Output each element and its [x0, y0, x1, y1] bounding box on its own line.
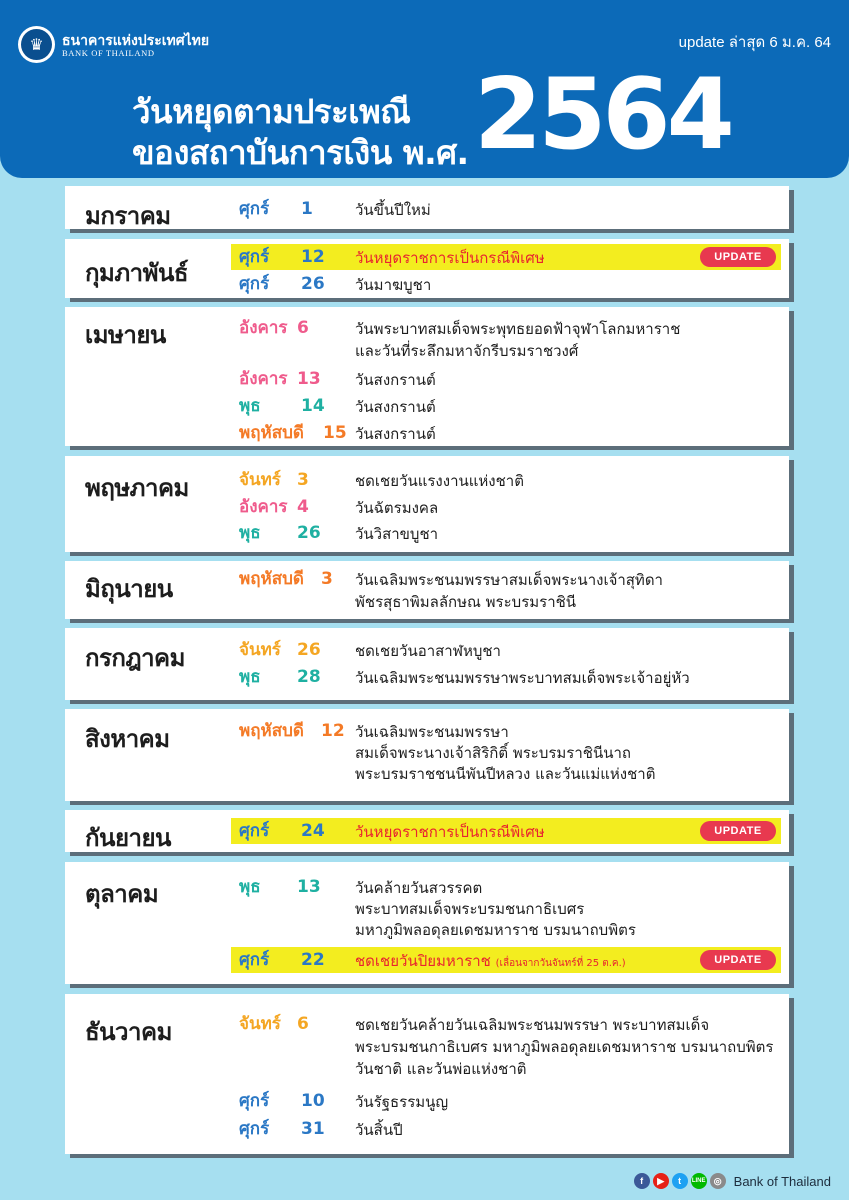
holiday-description: ชดเชยวันอาสาฬหบูชา — [355, 642, 501, 660]
holiday-description: วันสงกรานต์ — [355, 398, 436, 416]
month-card-may — [65, 456, 789, 552]
weekday: พฤหัสบดี — [239, 569, 304, 589]
month-name: มกราคม — [85, 202, 171, 230]
holiday-description: วันเฉลิมพระชนมพรรษาพระบาทสมเด็จพระเจ้าอยู่หัว — [355, 669, 690, 687]
holiday-description: วันสงกรานต์ — [355, 425, 436, 443]
title-line-1: วันหยุดตามประเพณี — [132, 92, 411, 131]
date: 26 — [297, 640, 321, 660]
line-icon[interactable]: LINE — [691, 1173, 707, 1189]
weekday: อังคาร — [239, 497, 288, 517]
weekday: จันทร์ — [239, 470, 281, 490]
bank-name-thai: ธนาคารแห่งประเทศไทย — [62, 32, 210, 48]
month-card-february — [65, 239, 789, 298]
date: 12 — [321, 721, 345, 741]
holiday-description — [355, 954, 626, 969]
weekday: ศุกร์ — [239, 199, 270, 219]
date: 13 — [297, 877, 321, 897]
date: 13 — [297, 369, 321, 389]
facebook-icon[interactable]: f — [634, 1173, 650, 1189]
weekday: ศุกร์ — [239, 274, 270, 294]
date: 4 — [297, 497, 309, 517]
month-name: กันยายน — [85, 824, 171, 852]
holiday-description-line: พระบรมชนกาธิเบศร มหาภูมิพลอดุลยเดชมหาราช บรมนาถบพิตร — [355, 1038, 774, 1056]
bank-logo — [18, 26, 55, 63]
date: 6 — [297, 318, 309, 338]
holiday-description-line: และวันที่ระลึกมหาจักรีบรมราชวงศ์ — [355, 342, 579, 360]
update-badge: UPDATE — [700, 950, 776, 970]
holiday-description: วันมาฆบูชา — [355, 276, 432, 294]
month-card-september — [65, 810, 789, 852]
holiday-description: วันขึ้นปีใหม่ — [355, 201, 431, 219]
year-title: 2564 — [474, 58, 731, 172]
month-name: เมษายน — [85, 321, 166, 349]
date: 31 — [301, 1119, 325, 1139]
month-card-june — [65, 561, 789, 619]
date: 3 — [321, 569, 333, 589]
date: 14 — [301, 396, 325, 416]
holiday-description: วันสงกรานต์ — [355, 371, 436, 389]
holiday-description-line: วันคล้ายวันสวรรคต — [355, 879, 483, 897]
date: 1 — [301, 199, 313, 219]
web-icon[interactable]: ◎ — [710, 1173, 726, 1189]
holiday-description-line: วันเฉลิมพระชนมพรรษา — [355, 723, 509, 741]
weekday: พุธ — [239, 523, 261, 543]
weekday: จันทร์ — [239, 640, 281, 660]
month-card-october — [65, 862, 789, 984]
month-name: กุมภาพันธ์ — [85, 259, 189, 287]
holiday-name: ชดเชยวันปิยมหาราช — [355, 952, 491, 970]
month-card-january — [65, 186, 789, 229]
twitter-icon[interactable]: t — [672, 1173, 688, 1189]
footer-social — [634, 1172, 831, 1190]
holiday-description: วันวิสาขบูชา — [355, 525, 439, 543]
holiday-description-line: วันเฉลิมพระชนมพรรษาสมเด็จพระนางเจ้าสุทิดา — [355, 571, 663, 589]
month-name: ธันวาคม — [85, 1018, 172, 1046]
weekday: พุธ — [239, 396, 261, 416]
holiday-description-line: ชดเชยวันคล้ายวันเฉลิมพระชนมพรรษา พระบาทสมเด็จ — [355, 1016, 710, 1034]
month-card-july — [65, 628, 789, 700]
weekday: พฤหัสบดี — [239, 721, 304, 741]
holiday-note: (เลื่อนจากวันจันทร์ที่ 25 ต.ค.) — [495, 958, 626, 969]
date: 28 — [297, 667, 321, 687]
holiday-description-line: พระบรมราชชนนีพันปีหลวง และวันแม่แห่งชาติ — [355, 765, 656, 783]
weekday: อังคาร — [239, 369, 288, 389]
holiday-description-line: พระบาทสมเด็จพระบรมชนกาธิเบศร — [355, 900, 585, 918]
weekday: พุธ — [239, 877, 261, 897]
holiday-description-line: พัชรสุธาพิมลลักษณ พระบรมราชินี — [355, 593, 577, 611]
bank-name-english: BANK OF THAILAND — [62, 48, 155, 58]
update-badge: UPDATE — [700, 821, 776, 841]
month-card-april — [65, 307, 789, 446]
update-badge: UPDATE — [700, 247, 776, 267]
holiday-description-line: มหาภูมิพลอดุลยเดชมหาราช บรมนาถบพิตร — [355, 921, 636, 939]
footer-label: Bank of Thailand — [733, 1173, 831, 1189]
date: 3 — [297, 470, 309, 490]
weekday: ศุกร์ — [239, 1119, 270, 1139]
date: 10 — [301, 1091, 325, 1111]
month-name: ตุลาคม — [85, 880, 159, 908]
youtube-icon[interactable]: ▶ — [653, 1173, 669, 1189]
date: 22 — [301, 950, 325, 970]
date: 26 — [297, 523, 321, 543]
holiday-description: วันหยุดราชการเป็นกรณีพิเศษ — [355, 823, 545, 841]
header-banner — [0, 0, 849, 178]
weekday: อังคาร — [239, 318, 288, 338]
holiday-description-line: วันชาติ และวันพ่อแห่งชาติ — [355, 1060, 527, 1078]
weekday: ศุกร์ — [239, 821, 270, 841]
date: 26 — [301, 274, 325, 294]
date: 12 — [301, 247, 325, 267]
month-name: พฤษภาคม — [85, 474, 189, 502]
weekday: ศุกร์ — [239, 247, 270, 267]
update-date: update ล่าสุด 6 ม.ค. 64 — [678, 34, 831, 51]
holiday-description: วันหยุดราชการเป็นกรณีพิเศษ — [355, 249, 545, 267]
holiday-description-line: สมเด็จพระนางเจ้าสิริกิติ์ พระบรมราชินีนาถ — [355, 744, 631, 762]
holiday-description: ชดเชยวันแรงงานแห่งชาติ — [355, 472, 524, 490]
date: 24 — [301, 821, 325, 841]
weekday: พุธ — [239, 667, 261, 687]
month-card-august — [65, 709, 789, 801]
month-name: สิงหาคม — [85, 725, 170, 753]
date: 6 — [297, 1014, 309, 1034]
holiday-description-line: วันพระบาทสมเด็จพระพุทธยอดฟ้าจุฬาโลกมหาราช — [355, 320, 681, 338]
holiday-description: วันฉัตรมงคล — [355, 499, 439, 517]
weekday: จันทร์ — [239, 1014, 281, 1034]
weekday: ศุกร์ — [239, 1091, 270, 1111]
month-card-december — [65, 994, 789, 1154]
month-name: กรกฎาคม — [85, 644, 185, 672]
title-line-2: ของสถาบันการเงิน พ.ศ. — [132, 133, 469, 172]
holiday-description: วันรัฐธรรมนูญ — [355, 1093, 449, 1111]
month-name: มิถุนายน — [85, 575, 173, 603]
garuda-emblem-icon: ♛ — [21, 29, 52, 60]
holiday-description: วันสิ้นปี — [355, 1121, 403, 1139]
weekday: พฤหัสบดี — [239, 423, 304, 443]
weekday: ศุกร์ — [239, 950, 270, 970]
date: 15 — [323, 423, 347, 443]
